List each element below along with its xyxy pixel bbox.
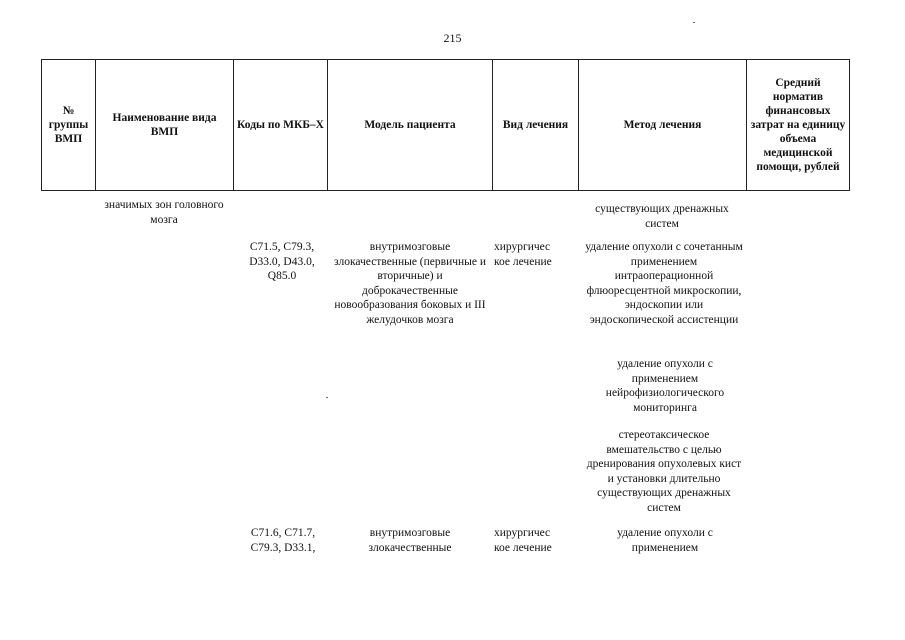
treatment-type-row1: хирургичес кое лечение (494, 241, 552, 268)
scan-speck (693, 22, 695, 23)
scan-speck (326, 397, 328, 398)
method-row1-c: стереотаксическое вмешательство с целью дренирования опухолевых кист и установки длительно существующих дренажных систем (586, 429, 742, 514)
header-treatment-method: Метод лечения (579, 60, 747, 191)
header-patient-model: Модель пациента (328, 60, 493, 191)
header-average-cost: Средний норматив финансовых затрат на единицу объема медицинской помощи, рублей (747, 60, 850, 191)
method-row1-b: удаление опухоли с применением нейрофизиологического мониторинга (605, 358, 725, 414)
header-vmp-name: Наименование вида ВМП (96, 60, 234, 191)
header-treatment-type: Вид лечения (493, 60, 579, 191)
page-number: 215 (443, 31, 462, 45)
patient-model-row1: внутримозговые злокачественные (первичные и вторичные) и доброкачественные новообразования боковых и III желудочков мозга (333, 241, 487, 326)
icd-codes-row2: C71.6, C71.7, C79.3, D33.1, (250, 527, 316, 554)
method-row1-a: удаление опухоли с сочетанным применением интраоперационной флюоресцентной микроскопии, эндоскопии или эндоскопической ассистенции (585, 241, 743, 326)
table-header (41, 59, 850, 191)
icd-codes-row1: C71.5, C79.3, D33.0, D43.0, Q85.0 (249, 241, 315, 282)
method-continued: существующих дренажных систем (595, 203, 729, 230)
method-row2: удаление опухоли с применением (617, 527, 713, 554)
header-group-number: № группы ВМП (42, 60, 96, 191)
patient-model-row2: внутримозговые злокачественные (368, 527, 452, 554)
vmp-name-continued: значимых зон головного мозга (104, 199, 224, 226)
header-icd-codes: Коды по МКБ–X (234, 60, 328, 191)
treatment-type-row2: хирургичес кое лечение (494, 527, 552, 554)
